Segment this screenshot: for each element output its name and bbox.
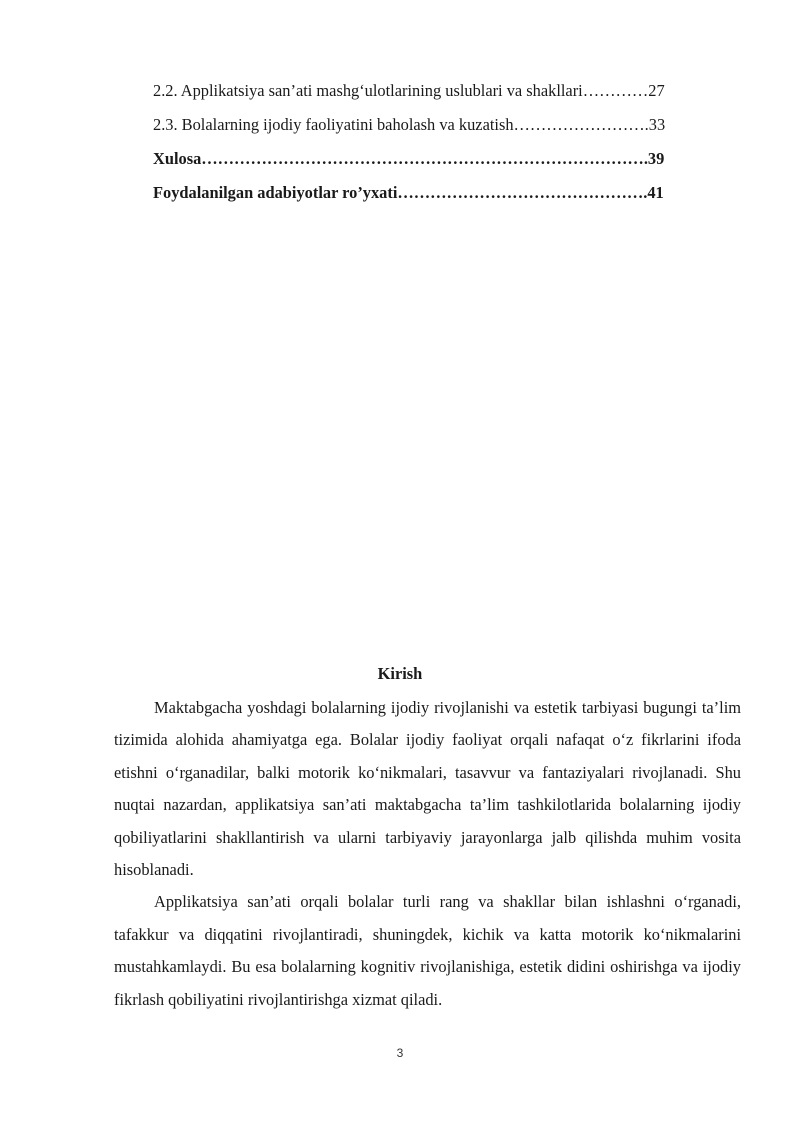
section-body [114, 692, 741, 1016]
table-of-contents [153, 74, 741, 210]
paragraph-2: Applikatsiya san’ati orqali bolalar turli rang va shakllar bilan ishlashni o‘rganadi, tafakkur va diqqatini rivojlantiradi, shuningdek, kichik va katta motorik ko‘nikmalarini mustahkamlaydi. Bu esa bolalarning kognitiv rivojlanishiga, estetik didini oshirishga va ijodiy fikrlash qobiliyatini rivojlantirishga xizmat qiladi. [114, 892, 741, 1009]
section-heading: Kirish [377, 664, 423, 683]
toc-entry-2-3: 2.3. Bolalarning ijodiy faoliyatini baholash va kuzatish…………………….33 [153, 115, 666, 134]
page-number: 3 [396, 1046, 404, 1060]
paragraph-1: Maktabgacha yoshdagi bolalarning ijodiy rivojlanishi va estetik tarbiyasi bugungi ta’lim tizimida alohida ahamiyatga ega. Bolalar ijodiy faoliyat orqali nafaqat o‘z fikrlarini ifoda etishni o‘rganadilar, balki motorik ko‘nikmalari, tasavvur va fantaziyalari rivojlanadi. Shu nuqtai nazardan, applikatsiya san’ati maktabgacha ta’lim tashkilotlarida bolalarning ijodiy qobiliyatlarini shakllantirish va ularni tarbiyaviy jarayonlarga jalb qilishda muhim vosita hisoblanadi. [114, 698, 741, 880]
toc-entry-xulosa: Xulosa……………………………………………………………………….39 [153, 149, 665, 168]
toc-entry-bibliography: Foydalanilgan adabiyotlar ro’yxati……………………………………….41 [153, 183, 664, 202]
toc-entry-2-2: 2.2. Applikatsiya san’ati mashg‘ulotlarining uslublari va shakllari…………27 [153, 81, 665, 100]
